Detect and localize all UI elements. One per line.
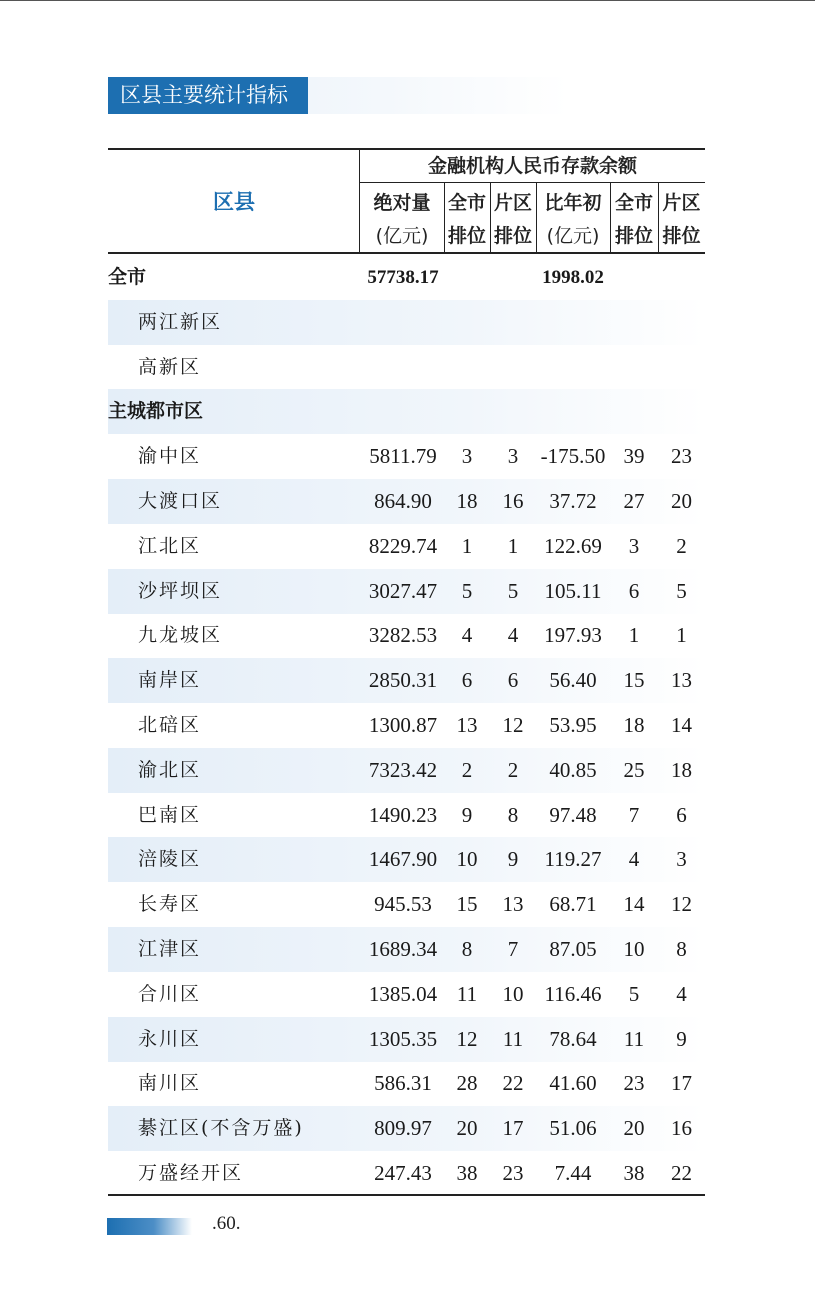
cell-inc: 78.64 bbox=[549, 1026, 597, 1051]
cell-r3: 25 bbox=[623, 757, 645, 782]
footer-bar bbox=[107, 1218, 192, 1235]
table-row bbox=[108, 524, 705, 569]
region-name: 渝中区 bbox=[138, 445, 202, 468]
header-area-rank-line1: 片区 bbox=[493, 192, 532, 214]
cell-r1: 28 bbox=[456, 1071, 478, 1096]
page-number: .60. bbox=[212, 1213, 241, 1234]
cell-r2: 13 bbox=[502, 892, 524, 917]
region-name: 巴南区 bbox=[138, 803, 202, 826]
cell-r1: 11 bbox=[456, 981, 478, 1006]
cell-inc: 1998.02 bbox=[542, 267, 604, 288]
region-name: 高新区 bbox=[138, 355, 202, 378]
cell-abs: 1467.90 bbox=[368, 847, 438, 872]
cell-r3: 23 bbox=[623, 1071, 645, 1096]
cell-r1: 20 bbox=[456, 1116, 478, 1141]
cell-r1 bbox=[444, 255, 490, 300]
cell-inc bbox=[536, 345, 610, 390]
table-row bbox=[108, 793, 705, 838]
region-name: 渝北区 bbox=[138, 758, 202, 781]
cell-r2: 12 bbox=[502, 713, 524, 737]
table-row bbox=[108, 658, 705, 703]
cell-r3 bbox=[610, 255, 658, 300]
cell-r3: 39 bbox=[623, 444, 645, 469]
cell-r1: 38 bbox=[456, 1161, 478, 1185]
cell-r2: 11 bbox=[502, 1026, 524, 1051]
cell-r4 bbox=[658, 389, 705, 434]
cell-r4: 5 bbox=[676, 578, 687, 603]
cell-inc: 68.71 bbox=[549, 892, 597, 917]
table-row bbox=[108, 1017, 705, 1062]
cell-abs: 5811.79 bbox=[369, 444, 437, 469]
cell-inc: 105.11 bbox=[544, 578, 602, 603]
cell-abs: 864.90 bbox=[374, 489, 432, 513]
table-row bbox=[108, 748, 705, 793]
region-name: 南川区 bbox=[138, 1072, 202, 1095]
cell-r3: 7 bbox=[628, 802, 640, 827]
header-area-rank-line2: 排位 bbox=[493, 225, 532, 247]
cell-inc: 56.40 bbox=[549, 668, 597, 693]
cell-r2: 3 bbox=[507, 444, 519, 469]
cell-inc: -175.50 bbox=[540, 444, 606, 469]
header-ytd-line1: 比年初 bbox=[544, 192, 602, 214]
region-name: 两江新区 bbox=[138, 310, 223, 333]
cell-abs: 809.97 bbox=[374, 1116, 432, 1141]
cell-r2: 17 bbox=[502, 1116, 524, 1141]
region-name: 合川区 bbox=[138, 982, 202, 1005]
cell-r1 bbox=[444, 389, 490, 434]
cell-r4: 6 bbox=[676, 802, 687, 827]
cell-r1: 15 bbox=[456, 892, 478, 917]
cell-r2 bbox=[490, 300, 536, 345]
cell-r2: 7 bbox=[507, 937, 519, 961]
cell-abs: 1490.23 bbox=[368, 802, 438, 827]
cell-r3: 11 bbox=[623, 1026, 645, 1051]
cell-abs: 945.53 bbox=[374, 892, 432, 917]
cell-abs: 586.31 bbox=[374, 1071, 432, 1096]
table-row bbox=[108, 345, 705, 390]
cell-r4: 23 bbox=[671, 444, 692, 469]
region-name: 涪陵区 bbox=[138, 848, 202, 871]
table-row bbox=[108, 1061, 705, 1106]
cell-abs: 1385.04 bbox=[368, 981, 438, 1006]
region-column-header: 区县 bbox=[213, 189, 255, 214]
cell-r2: 5 bbox=[507, 578, 519, 603]
header-ytd-area-rank-line1: 片区 bbox=[662, 192, 701, 214]
group-header-deposit-balance: 金融机构人民币存款余额 bbox=[427, 155, 637, 177]
region-name: 长寿区 bbox=[138, 893, 202, 916]
cell-abs: 7323.42 bbox=[368, 757, 438, 782]
cell-r2 bbox=[490, 255, 536, 300]
region-name: 万盛经开区 bbox=[138, 1162, 244, 1184]
region-name: 沙坪坝区 bbox=[138, 579, 223, 602]
cell-r3: 38 bbox=[623, 1161, 645, 1185]
cell-r4 bbox=[658, 300, 705, 345]
table-row bbox=[108, 972, 705, 1017]
cell-abs: 8229.74 bbox=[368, 533, 438, 558]
cell-r1: 2 bbox=[461, 757, 473, 782]
cell-r1: 5 bbox=[461, 578, 473, 603]
cell-r2: 8 bbox=[507, 802, 519, 827]
group-underline bbox=[360, 182, 705, 183]
cell-r1: 10 bbox=[456, 847, 478, 872]
cell-r3: 5 bbox=[628, 981, 640, 1006]
cell-r4: 3 bbox=[676, 847, 687, 872]
cell-r1: 3 bbox=[461, 444, 473, 469]
region-name: 全市 bbox=[108, 266, 147, 288]
cell-r1: 13 bbox=[456, 713, 478, 737]
cell-r1: 1 bbox=[461, 533, 473, 558]
cell-r2: 9 bbox=[507, 847, 519, 872]
cell-r4: 9 bbox=[676, 1026, 687, 1051]
cell-r3: 4 bbox=[628, 847, 640, 872]
cell-r2: 4 bbox=[507, 623, 519, 648]
cell-abs bbox=[360, 345, 446, 390]
cell-inc: 37.72 bbox=[549, 489, 597, 513]
cell-r2: 2 bbox=[507, 757, 519, 782]
cell-r3: 14 bbox=[623, 892, 645, 917]
table-bottom-rule bbox=[108, 1194, 705, 1196]
cell-r1: 18 bbox=[456, 489, 478, 513]
region-name: 主城都市区 bbox=[108, 400, 204, 423]
cell-abs bbox=[360, 389, 446, 434]
region-name: 江北区 bbox=[138, 534, 202, 557]
cell-r2: 23 bbox=[502, 1161, 524, 1185]
cell-r1: 9 bbox=[461, 802, 473, 827]
cell-r1: 6 bbox=[461, 668, 473, 693]
cell-r3: 27 bbox=[623, 489, 645, 513]
cell-r3: 1 bbox=[628, 623, 640, 648]
cell-r2: 10 bbox=[502, 981, 524, 1006]
cell-abs bbox=[360, 300, 446, 345]
cell-r3 bbox=[610, 345, 658, 390]
cell-abs: 3027.47 bbox=[368, 578, 438, 603]
cell-inc: 41.60 bbox=[549, 1071, 597, 1096]
table-row bbox=[108, 255, 705, 300]
region-name: 九龙坡区 bbox=[138, 624, 223, 647]
table-row bbox=[108, 837, 705, 882]
cell-r4: 1 bbox=[676, 623, 687, 648]
cell-abs: 3282.53 bbox=[368, 623, 438, 648]
cell-r4: 12 bbox=[671, 892, 692, 917]
region-name: 南岸区 bbox=[138, 669, 202, 692]
cell-inc bbox=[536, 300, 610, 345]
cell-r4: 20 bbox=[671, 489, 692, 513]
cell-abs: 1305.35 bbox=[368, 1026, 438, 1051]
cell-r1: 4 bbox=[461, 623, 473, 648]
region-name: 綦江区(不含万盛) bbox=[138, 1117, 304, 1140]
cell-r4: 4 bbox=[676, 981, 687, 1006]
cell-r3: 3 bbox=[628, 533, 640, 558]
cell-r4: 2 bbox=[676, 533, 687, 558]
table-row bbox=[108, 613, 705, 658]
header-city-rank-line2: 排位 bbox=[447, 225, 486, 247]
cell-inc: 197.93 bbox=[544, 623, 602, 648]
top-rule bbox=[0, 0, 815, 1]
table-row bbox=[108, 569, 705, 614]
cell-inc: 122.69 bbox=[544, 533, 602, 558]
cell-r1 bbox=[444, 345, 490, 390]
cell-r2: 16 bbox=[502, 489, 524, 513]
cell-r4: 16 bbox=[671, 1116, 692, 1141]
cell-r4: 22 bbox=[671, 1161, 692, 1185]
cell-inc: 53.95 bbox=[549, 713, 597, 737]
cell-inc: 97.48 bbox=[549, 802, 597, 827]
cell-r3: 15 bbox=[623, 668, 645, 693]
cell-r4: 14 bbox=[671, 713, 692, 737]
table-row bbox=[108, 300, 705, 345]
table-row bbox=[108, 479, 705, 524]
cell-r3: 18 bbox=[623, 713, 645, 737]
table-row bbox=[108, 703, 705, 748]
region-name: 永川区 bbox=[138, 1027, 202, 1050]
cell-r3 bbox=[610, 389, 658, 434]
cell-r2: 22 bbox=[502, 1071, 524, 1096]
header-ytd-city-rank-line1: 全市 bbox=[614, 192, 653, 214]
cell-inc: 87.05 bbox=[549, 937, 597, 961]
cell-inc: 7.44 bbox=[554, 1161, 592, 1185]
cell-inc: 51.06 bbox=[549, 1116, 597, 1141]
cell-inc: 116.46 bbox=[544, 981, 602, 1006]
cell-r4 bbox=[658, 255, 705, 300]
cell-r1: 12 bbox=[456, 1026, 478, 1051]
header-ytd-city-rank-line2: 排位 bbox=[614, 225, 653, 247]
cell-r3: 6 bbox=[628, 578, 640, 603]
table-row bbox=[108, 434, 705, 479]
cell-inc: 40.85 bbox=[549, 757, 597, 782]
cell-abs: 1689.34 bbox=[368, 937, 438, 961]
cell-r4: 13 bbox=[671, 668, 692, 693]
cell-r4 bbox=[658, 345, 705, 390]
header-abs-line2: (亿元) bbox=[375, 225, 429, 247]
cell-r2 bbox=[490, 345, 536, 390]
cell-abs: 2850.31 bbox=[368, 668, 438, 693]
cell-abs: 1300.87 bbox=[368, 713, 438, 737]
cell-r2: 1 bbox=[507, 533, 519, 558]
table-row bbox=[108, 927, 705, 972]
region-name: 江津区 bbox=[138, 938, 202, 960]
cell-r4: 18 bbox=[671, 757, 692, 782]
region-name: 大渡口区 bbox=[138, 490, 223, 512]
cell-abs: 57738.17 bbox=[367, 267, 439, 288]
cell-r2 bbox=[490, 389, 536, 434]
region-name: 北碚区 bbox=[138, 714, 202, 736]
header-abs-line1: 绝对量 bbox=[373, 192, 431, 214]
cell-r2: 6 bbox=[507, 668, 519, 693]
cell-inc: 119.27 bbox=[544, 847, 602, 872]
cell-r3: 10 bbox=[623, 937, 645, 961]
cell-inc bbox=[536, 389, 610, 434]
header-ytd-line2: (亿元) bbox=[546, 225, 600, 247]
cell-r1: 8 bbox=[461, 937, 473, 961]
cell-abs: 247.43 bbox=[374, 1161, 432, 1185]
cell-r1 bbox=[444, 300, 490, 345]
section-title: 区县主要统计指标 bbox=[108, 77, 308, 114]
header-city-rank-line1: 全市 bbox=[447, 192, 486, 214]
cell-r4: 8 bbox=[676, 937, 687, 961]
table-row bbox=[108, 389, 705, 434]
table-row bbox=[108, 882, 705, 927]
table-row bbox=[108, 1106, 705, 1151]
cell-r3 bbox=[610, 300, 658, 345]
header-ytd-area-rank-line2: 排位 bbox=[662, 225, 701, 247]
cell-r3: 20 bbox=[623, 1116, 645, 1141]
cell-r4: 17 bbox=[671, 1071, 692, 1096]
table-row bbox=[108, 1151, 705, 1196]
